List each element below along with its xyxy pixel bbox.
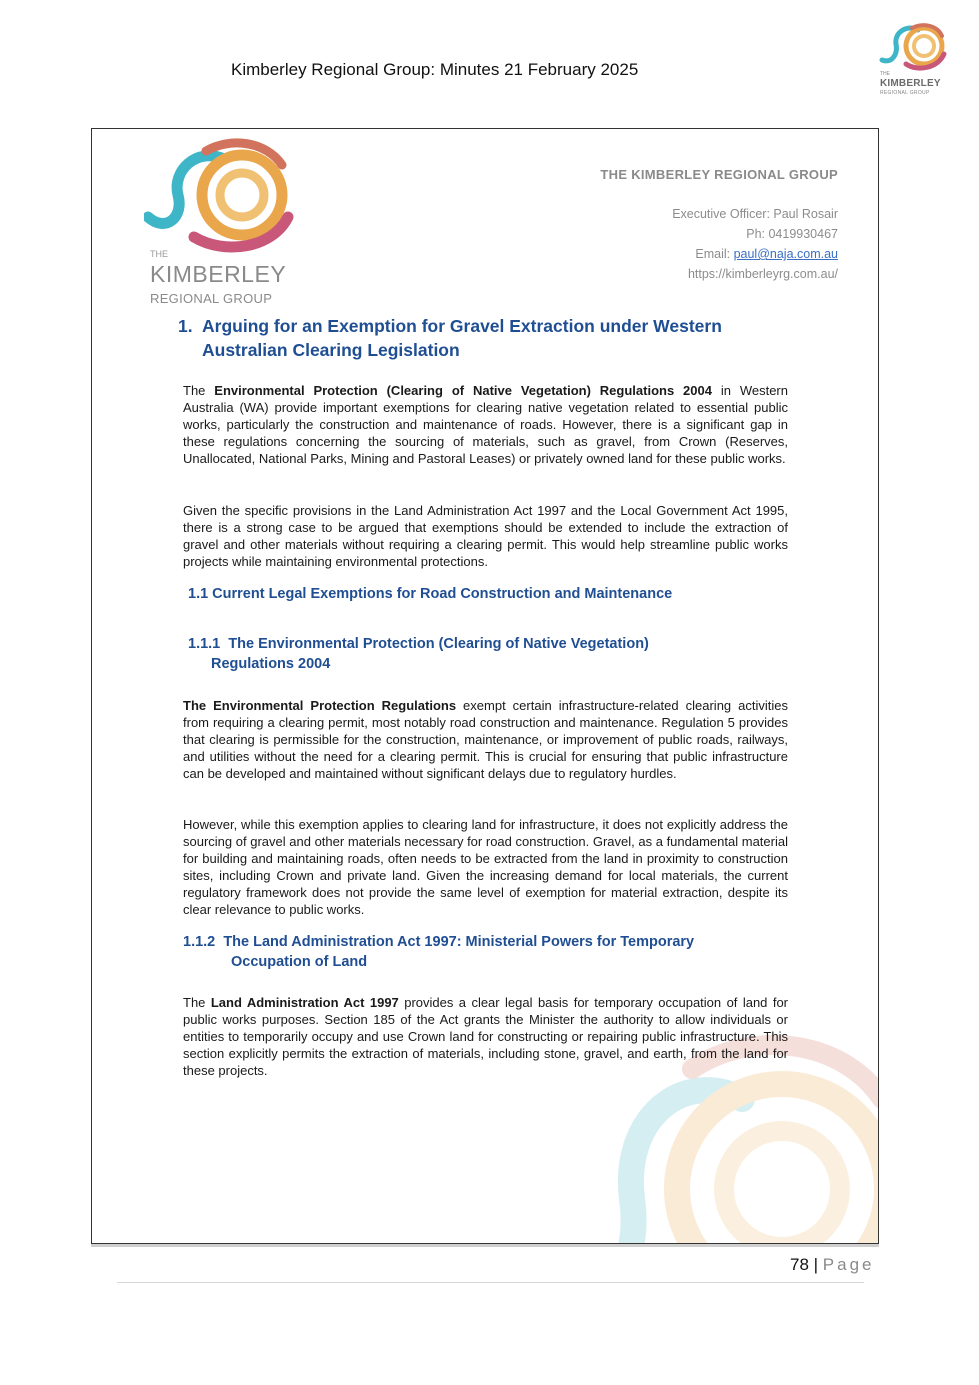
p3-rest: exempt certain infrastructure-related clearing activities from requiring a clearing permit, most notably road construction and maintenance. Regulation 5 provides that clearing is permissible for the construction, maintenance, or improvement of public roads, railways, and utilities without the need for a clearing permit. This is crucial for ensuring that public infrastructure can be developed and maintained without significant delays due to regulatory hurdles. xyxy=(183,698,788,781)
heading-1-1: 1.1 Current Legal Exemptions for Road Construction and Maintenance xyxy=(188,586,673,602)
paragraph-4: However, while this exemption applies to clearing land for infrastructure, it does not explicitly address the sourcing of gravel and other materials necessary for road construction. Gravel, as a fundamental material for building and maintaining roads, often needs to be extracted from the land in proximity to construction sites, including Crown and private land. Given the increasing demand for local materials, the current regulatory framework does not provide the same level of exemption for material extraction, despite its clear relevance to public works. xyxy=(183,817,788,917)
heading-1-1-1-line2: Regulations 2004 xyxy=(211,656,331,672)
page-word: Page xyxy=(822,1255,875,1274)
paragraph-1 xyxy=(183,382,788,467)
email-link[interactable]: paul@naja.com.au xyxy=(733,247,838,261)
heading-1 xyxy=(178,314,788,362)
heading-1-line2: Australian Clearing Legislation xyxy=(202,340,460,360)
p3-bold: The Environmental Protection Regulations xyxy=(183,698,457,713)
org-name: THE KIMBERLEY REGIONAL GROUP xyxy=(600,167,838,182)
letterhead-contact xyxy=(600,167,838,284)
logo-the: THE xyxy=(150,249,168,259)
embedded-document-frame xyxy=(91,128,879,1244)
paragraph-5 xyxy=(183,994,788,1079)
heading-1-1-1 xyxy=(188,634,788,674)
heading-1-1-2-number: 1.1.2 xyxy=(183,934,216,950)
heading-1-1-2-line2: Occupation of Land xyxy=(231,954,368,970)
phone-number: Ph: 0419930467 xyxy=(746,227,838,241)
heading-1-1-2-line1: The Land Administration Act 1997: Ministerial Powers for Temporary xyxy=(223,934,695,950)
kimberley-swirl-icon xyxy=(144,137,294,255)
p1-pre: The xyxy=(183,383,215,398)
paragraph-3 xyxy=(183,697,788,782)
executive-officer: Executive Officer: Paul Rosair xyxy=(672,207,838,221)
heading-1-1-1-number: 1.1.1 xyxy=(188,636,221,652)
p1-rest: in Western Australia (WA) provide important exemptions for clearing native vegetation related to essential public works, particularly the construction and maintenance of roads. However, there is a significant gap in these regulations concerning the sourcing of materials, such as gravel, from Crown (Reserves, Unallocated, National Parks, Mining and Pastoral Leases) or privately owned land for these public works. xyxy=(183,383,788,466)
p1-bold: Environmental Protection (Clearing of Native Vegetation) Regulations 2004 xyxy=(214,383,712,398)
page-number-separator: | xyxy=(808,1255,823,1274)
p5-pre: The xyxy=(183,995,211,1010)
corner-logo-name: KIMBERLEY xyxy=(880,78,941,89)
page-number-value: 78 xyxy=(790,1255,809,1274)
p5-rest: provides a clear legal basis for temporary occupation of land for public works purposes. Section 185 of the Act grants the Minister the authority to allow individuals or entities to temporarily occupy and use Crown land for constructing or repairing public infrastructure. This section explicitly permits the extraction of materials, including stone, gravel, and earth, from the land for these projects. xyxy=(183,995,789,1078)
corner-logo-the: THE xyxy=(880,71,890,77)
kimberley-logo xyxy=(144,137,304,307)
corner-logo-subtitle: REGIONAL GROUP xyxy=(880,90,930,96)
frame-shadow xyxy=(91,1244,879,1247)
heading-1-1-2 xyxy=(183,932,788,972)
corner-logo xyxy=(872,20,952,100)
kimberley-swirl-icon xyxy=(878,20,948,72)
footer-rule xyxy=(117,1282,864,1283)
heading-1-number: 1. xyxy=(178,316,193,336)
p5-bold: Land Administration Act 1997 xyxy=(210,995,399,1010)
logo-name: KIMBERLEY xyxy=(150,261,287,287)
logo-subtitle: REGIONAL GROUP xyxy=(150,291,273,306)
heading-1-line1: Arguing for an Exemption for Gravel Extraction under Western xyxy=(202,316,722,336)
email-line xyxy=(600,244,838,264)
paragraph-2: Given the specific provisions in the Land Administration Act 1997 and the Local Government Act 1995, there is a strong case to be argued that exemptions should be extended to include the extraction of gravel and other materials without requiring a clearing permit. This would help streamline public works projects while maintaining environmental protections. xyxy=(183,503,788,569)
page-header-title: Kimberley Regional Group: Minutes 21 February 2025 xyxy=(231,60,639,79)
website-url: https://kimberleyrg.com.au/ xyxy=(687,267,838,281)
page-number xyxy=(790,1255,875,1275)
heading-1-1-1-line1: The Environmental Protection (Clearing of Native Vegetation) xyxy=(228,636,649,652)
email-label: Email: xyxy=(695,247,734,261)
